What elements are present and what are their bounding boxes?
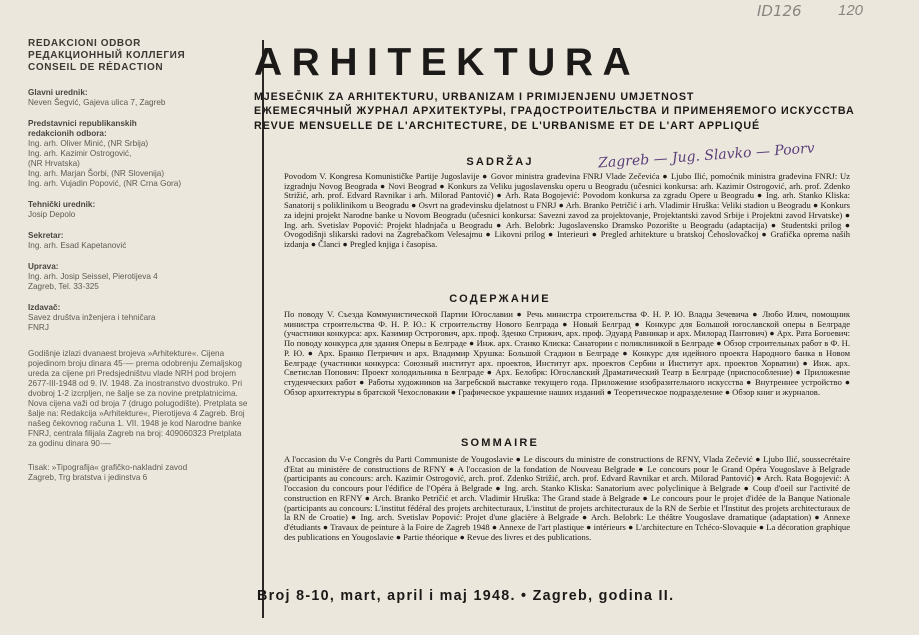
- publisher-line: Savez društva inženjera i tehničara: [28, 313, 156, 322]
- issue-footer: Broj 8-10, mart, april i maj 1948. • Zagreb, godina II.: [257, 588, 675, 604]
- chief-editor-text: Neven Šegvić, Gajeva ulica 7, Zagreb: [28, 98, 166, 107]
- representative-line: Ing. arh. Oliver Minić, (NR Srbija): [28, 139, 149, 148]
- contents-heading-russian: СОДЕРЖАНИЕ: [449, 293, 551, 305]
- pencil-number-note: 120: [838, 2, 864, 19]
- representative-line: Ing. arh. Vujadin Popović, (NR Crna Gora): [28, 179, 182, 188]
- administration-line: Ing. arh. Josip Seissel, Pierotijeva 4: [28, 272, 158, 281]
- pencil-code-note: ID126: [757, 2, 802, 20]
- representative-line: Ing. arh. Marjan Šorbi, (NR Slovenija): [28, 169, 165, 178]
- chief-editor-label: Glavni urednik:: [28, 88, 88, 97]
- representative-line: (NR Hrvatska): [28, 159, 80, 168]
- contents-heading-french: SOMMAIRE: [460, 437, 540, 449]
- technical-editor-label: Tehnički urednik:: [28, 200, 96, 209]
- printer-line: Tisak: »Tipografija« grafičko-nakladni zavod: [28, 463, 188, 472]
- contents-text-russian: По поводу V. Съезда Коммунистической Партии Югославии ● Речь министра строительства Ф. Н. Р. Ю. Влады Зечевича ● Любо Илич, помощник министра строительства Ф. Н. Р. Ю.: К строительству Нового Белграда ● Новый Белград ● Конкурс для Большой югославской оперы в Белграде (участники конкурса: арх. Казимир Острогович, арх. проф. Зденко Стрижич, арх. проф. Эдуард Равникар и арх. Милорад Пантович) ● Арх. Рата Богоевич: По поводу конкурса для здания Оперы в Белграде ● Инж. арх. Станко Клиска: Санатории с поликлиникой в Белграде ● Обзор строительных работ в Ф. Н. Р. Ю. ● Арх. Бранко Петричич и арх. Владимир Хрушка: Большой Стадион в Белграде ● Конкурс для идейного проекта Народного банка в Новом Белграде (участники конкурса: Союзный институт арх. проектов, Институт арх. проектов Сербии и Институт арх. проектов Хорватии) ● Инж. арх. Светислав Попович: Проект холодильника в Белграде ● Арх. Белобрк: Югославский Драматический Театр в Белграде (приспособление) ● Приложение студенческих работ ● Работы художников на Загребской выставке текущего года. Приложение изобразительного искусства ● Внутреннее устройство ● Обзор архитектуры в братской Чехословакии ● Графическое украшение наших изданий ● Теоретическое подразделение ● Обзор книг и журналов.: [284, 309, 850, 397]
- contents-text-french: A l'occasion du V-e Congrès du Parti Communiste de Yougoslavie ● Le discours du ministre de constructions de RFNY, Vlada Zečević ● Ljubo Ilić, soussecrétaire d'Etat au ministère de constructions de RFNY ● A l'occasion de la fondation de Nouveau Belgrade ● Le concours pour le Grand Opéra Yougoslave à Belgrade (participants au concours: arch. Kazimir Ostrogović, arch. prof. Zdenko Strižić, arch. prof. Edvard Ravnikar et arch. Milorad Pantović) ● Arch. Rata Bogojević: A l'occasion du concours pour l'édifice de l'Opéra à Belgrade ● Ing. arch. Stanko Kliska: Sanatorium avec polyclinique à Belgrade ● Coup d'oeil sur l'activité de construction en RFNY ● Arch. Branko Petričić et arch. Vladimir Hruška: The Grand stade à Belgrade ● Le concours pour le projet d'idée de la Banque Nationale (participants au concours: L'institut fédéral des projets architecturaux, L'institut de projets architecturaux de la RN de Serbie et l'Institut des projets architecturaux de la RN de Croatie) ● Ing. arch. Svetislav Popović: Projet d'une glacière à Belgrade ● Arch. Belobrk: Le théâtre Yougoslave dramatique (adaptation) ● Annexe d'étudiants ● Travaux de peinture à la Foire de Zagreb 1948 ● Annexe de l'art plastique ● intérieurs ● L'architecture en Tchéco-Slovaquie ● La décoration graphique des publications en Yougoslavie ● Partie théorique ● Revue des livres et des publications.: [284, 454, 850, 542]
- subscription-notice: Godišnje izlazi dvanaest brojeva »Arhitekture«. Cijena pojedinom broju dinara 45·— prema odobrenju Zemaljskog ureda za cijene pri Predsjedništvu vlade NRH pod brojem 2677-III-1948 od 9. IV. 1948. Za inostranstvo dvostruko. Pri dvobroj 1-2 izcrpljen, ne šalje se za novine pretplatnicima. Nova cijena važi od broja 7 (drugo polugodište). Pretplata se šalje na: Redakcija »Arhitekture«, Pierotijeva 4 Zagreb. Broj našeg čekovnog računa 1. VII. 1948 je kod Narodne banke FNRJ, centrala filijala Zagreb na broj: 409060323 Pretplata za godinu dinara 90·—: [28, 349, 248, 448]
- publisher-line: FNRJ: [28, 323, 49, 332]
- subtitle-croatian: MJESEČNIK ZA ARHITEKTURU, URBANIZAM I PRIMIJENJENU UMJETNOST: [254, 91, 695, 103]
- technical-editor-text: Josip Depolo: [28, 210, 76, 219]
- secretary-label: Sekretar:: [28, 231, 64, 240]
- editorial-column: [28, 38, 248, 618]
- subtitle-french: REVUE MENSUELLE DE L'ARCHITECTURE, DE L'URBANISME ET DE L'ART APPLIQUÉ: [254, 120, 761, 132]
- representatives-label: Predstavnici republikanskih: [28, 119, 137, 128]
- editorial-heading-1: REDAKCIONI ODBOR: [28, 38, 141, 49]
- publisher-label: Izdavač:: [28, 303, 61, 312]
- editorial-heading-3: CONSEIL DE RÉDACTION: [28, 62, 164, 73]
- printer-line: Zagreb, Trg bratstva i jedinstva 6: [28, 473, 148, 482]
- representative-line: Ing. arh. Kazimir Ostrogović,: [28, 149, 132, 158]
- contents-heading-croatian: SADRŽAJ: [466, 156, 534, 168]
- magazine-title: ARHITEKTURA: [254, 41, 641, 84]
- handwritten-signature: Zagreb — Jug. Slavko — Poorv: [597, 140, 816, 172]
- administration-line: Zagreb, Tel. 33-325: [28, 282, 99, 291]
- subtitle-russian: ЕЖЕМЕСЯЧНЫЙ ЖУРНАЛ АРХИТЕКТУРЫ, ГРАДОСТРОИТЕЛЬСТВА И ПРИМЕНЯЕМОГО ИСКУССТВА: [254, 105, 855, 117]
- editorial-heading-2: РЕДАКЦИОННЫЙ КОЛЛЕГИЯ: [28, 50, 186, 61]
- representatives-label-2: redakcionih odbora:: [28, 129, 107, 138]
- contents-text-croatian: Povodom V. Kongresa Komunističke Partije Jugoslavije ● Govor ministra građevina FNRJ Vlade Zečevića ● Ljubo Ilić, pomoćnik ministra građevina FNRJ: Uz izgradnju Novog Beograda ● Novi Beograd ● Konkurs za Veliku jugoslavensku operu u Beogradu (učesnici konkursa: arh. Kazimir Ostrogović, arh. prof. Zdenko Strižić, arh. prof. Edvard Ravnikar i arh. Milorad Pantović) ● Arh. Rata Bogojević: Povodom konkursa za zgradu Opere u Beogradu ● Ing. arh. Stanko Kliska: Sanatorij s poliklinikom u Beogradu ● Osvrt na građevinsku djelatnost u FNRJ ● Arh. Branko Petričić i arh. Vladimir Hruška: Veliki stadion u Beogradu ● Konkurs za idejni projekt Narodne banke u Novom Beogradu (učesnici konkursa: Savezni zavod za projektovanje, Projektantski zavod Srbije i Projektni zavod Hrvatske) ● Ing. arh. Svetislav Popović: Projekt hladnjača u Beogradu ● Arh. Belobrk: Jugoslavensko Dramsko Pozorište u Beogradu (adaptacija) ● Studentski prilog ● Ovogodišnji slikarski radovi na Zagrebačkom Velesajmu ● Likovni prilog ● Interieuri ● Pregled arhitekture u bratskoj Čehoslovačkoj ● Grafička oprema naših izdanja ● Članci ● Pregled knjiga i časopisa.: [284, 171, 850, 249]
- secretary-text: Ing. arh. Esad Kapetanović: [28, 241, 127, 250]
- administration-label: Uprava:: [28, 262, 59, 271]
